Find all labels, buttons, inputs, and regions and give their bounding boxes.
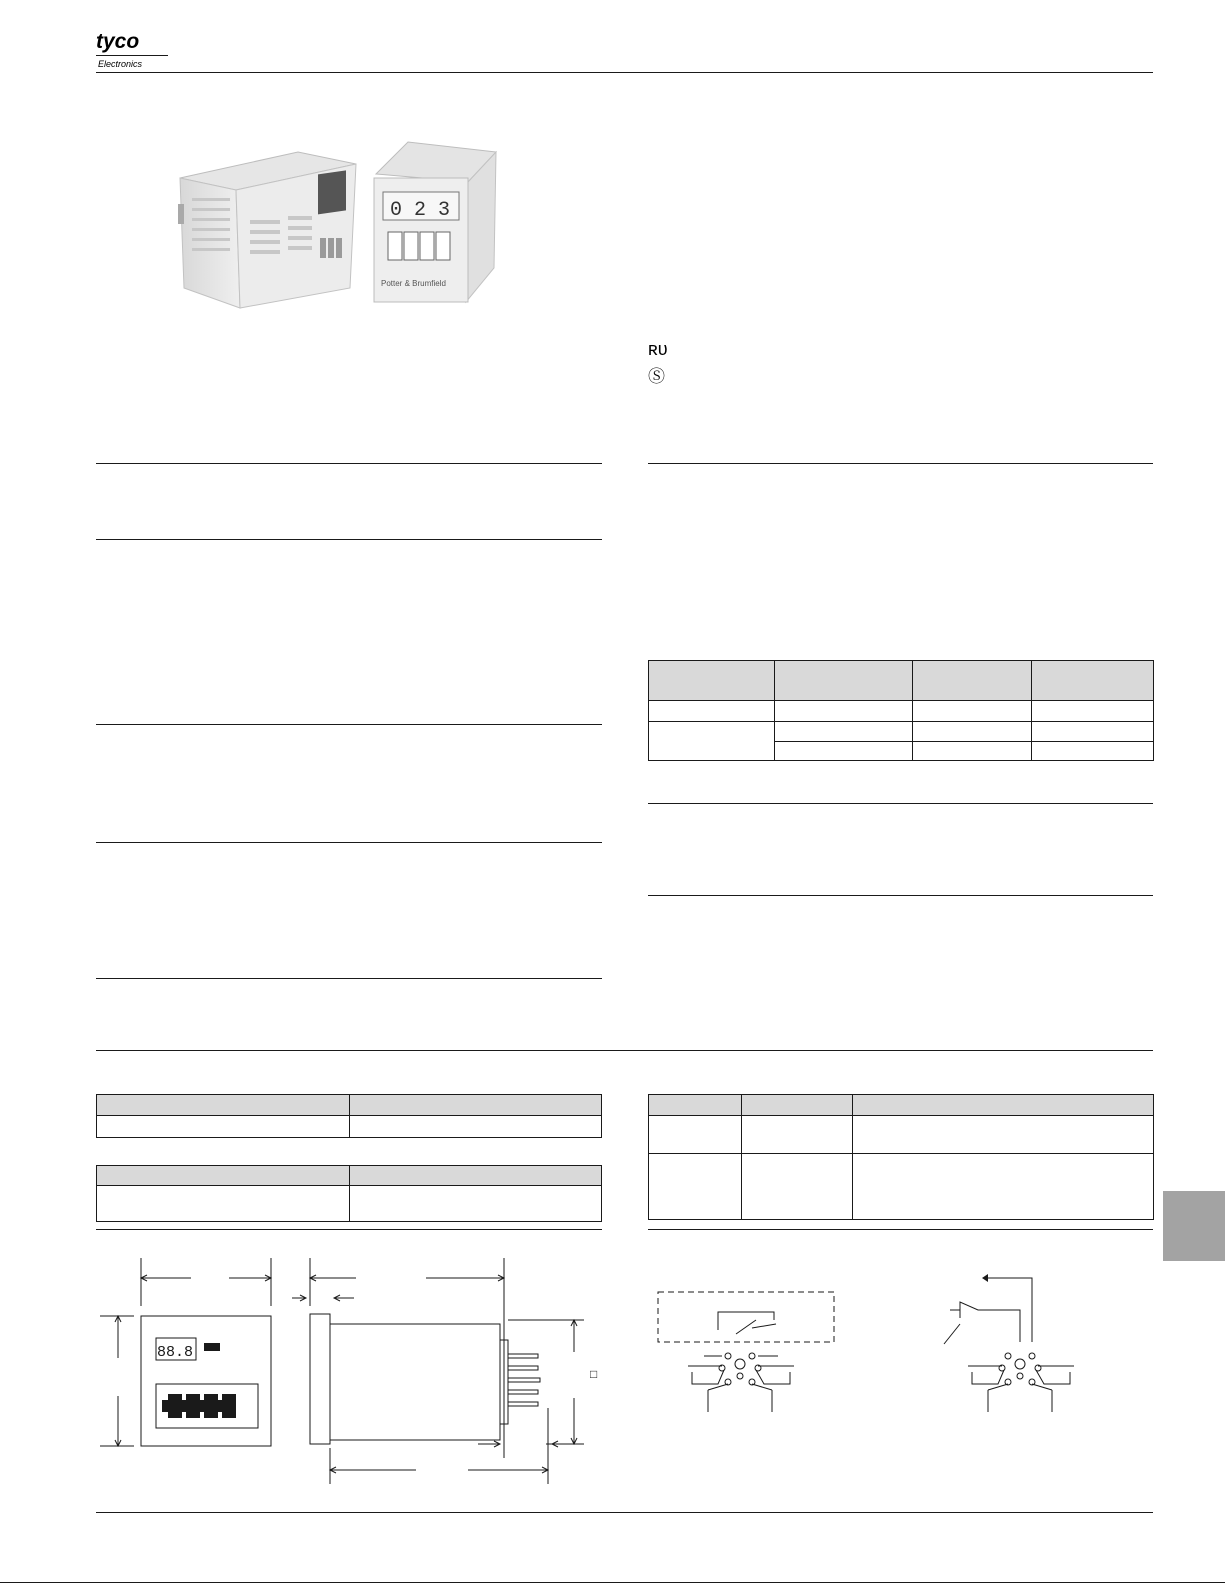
section-rule — [648, 1229, 1153, 1230]
table-header-cell — [1032, 661, 1154, 701]
section-rule — [648, 803, 1153, 804]
table-row — [649, 1154, 1154, 1220]
table-row — [97, 1186, 602, 1222]
table-row — [649, 722, 1154, 742]
page-bottom-rule — [0, 1582, 1225, 1583]
wiring-diagram — [648, 1272, 1154, 1452]
section-rule — [96, 1229, 602, 1230]
ordering-table-1 — [96, 1094, 602, 1138]
csa-icon: Ⓢ — [648, 367, 665, 386]
table-header-cell — [853, 1095, 1154, 1116]
dimension-drawing — [96, 1258, 602, 1494]
section-rule — [648, 895, 1153, 896]
table-header-cell — [97, 1166, 350, 1186]
section-rule — [96, 842, 602, 843]
section-rule — [96, 463, 602, 464]
section-rule — [96, 724, 602, 725]
section-rule — [96, 539, 602, 540]
ordering-table-2 — [96, 1165, 602, 1222]
device-display-readout: 0 2 3 — [390, 199, 451, 222]
brand-subtitle: Electronics — [98, 59, 143, 69]
table-header-cell — [742, 1095, 853, 1116]
table-row — [97, 1116, 602, 1138]
table-row — [649, 701, 1154, 722]
function-table — [648, 1094, 1154, 1220]
square-mark: □ — [590, 1367, 598, 1381]
table-header-cell — [350, 1095, 602, 1116]
footer-rule — [96, 1512, 1153, 1513]
table-header-cell — [913, 661, 1032, 701]
table-header-cell — [775, 661, 913, 701]
table-header-cell — [97, 1095, 350, 1116]
ul-recognized-icon: ʀᴜ — [648, 339, 668, 359]
section-tab — [1163, 1191, 1225, 1261]
device-brand-label: Potter & Brumfield — [381, 279, 446, 288]
section-rule — [96, 1050, 1153, 1051]
product-photo — [178, 138, 518, 320]
table-header-cell — [649, 661, 775, 701]
logo-underline — [96, 55, 168, 56]
section-rule — [96, 978, 602, 979]
front-display-digits: 88.8 — [157, 1344, 194, 1361]
table-row — [649, 1116, 1154, 1154]
brand-logo: tyco — [96, 30, 140, 53]
header-rule — [96, 72, 1153, 73]
section-rule — [648, 463, 1153, 464]
ratings-table — [648, 660, 1154, 761]
table-header-cell — [649, 1095, 742, 1116]
table-header-cell — [350, 1166, 602, 1186]
